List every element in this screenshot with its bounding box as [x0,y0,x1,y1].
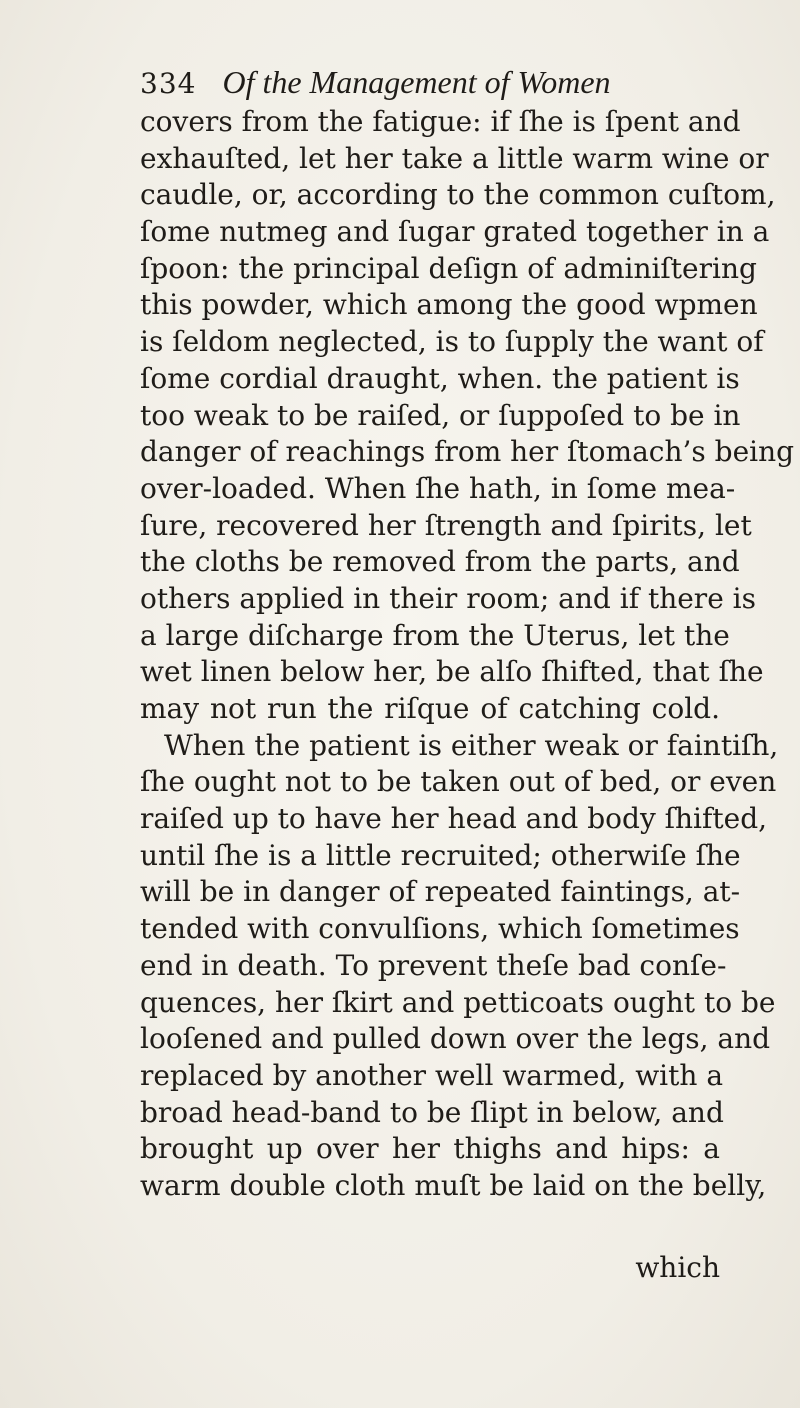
body-text [140,104,795,1205]
text-line: brought up over her thighs and hips: a [140,1132,720,1166]
text-line: others applied in their room; and if there is [140,581,756,615]
text-line: end in death. To prevent theſe bad conſe- [140,948,727,982]
text-line: looſened and pulled down over the legs, and [140,1022,771,1056]
text-line: a large diſcharge from the Uterus, let the [140,618,730,652]
text-line: ſome nutmeg and ſugar grated together in a [140,215,770,249]
text-line: quences, her ſkirt and petticoats ought to be [140,985,776,1019]
catchword: which [635,1251,720,1284]
text-line: is ſeldom neglected, is to ſupply the want of [140,325,764,359]
text-line: too weak to be raiſed, or ſuppoſed to be in [140,398,741,432]
text-line: wet linen below her, be alſo ſhifted, that ſhe [140,655,764,689]
text-line: caudle, or, according to the common cuſtom, [140,178,776,212]
text-line: ſpoon: the principal deſign of adminiſtering [140,251,757,285]
text-line: over-loaded. When ſhe hath, in ſome mea- [140,471,736,505]
page-header [140,62,700,102]
text-line: When the patient is either weak or faintiſh, [164,728,779,762]
text-line: until ſhe is a little recruited; otherwiſe ſhe [140,838,741,872]
text-line: will be in danger of repeated faintings, at- [140,875,741,909]
text-line: raiſed up to have her head and body ſhifted, [140,802,768,836]
page-number: 334 [140,67,197,100]
text-line: ſure, recovered her ſtrength and ſpirits, let [140,508,752,542]
text-line: ſome cordial draught, when. the patient is [140,361,740,395]
text-line: the cloths be removed from the parts, and [140,545,740,579]
text-line: exhauſted, let her take a little warm wine or [140,141,769,175]
text-line: tended with convulſions, which ſometimes [140,912,740,946]
text-line: this powder, which among the good wpmen [140,288,758,322]
text-line: ſhe ought not to be taken out of bed, or even [140,765,777,799]
text-line: replaced by another well warmed, with a [140,1058,724,1092]
text-line: may not run the riſque of catching cold. [140,692,720,725]
text-line: broad head-band to be ſlipt in below, and [140,1095,724,1129]
text-line: warm double cloth muſt be laid on the belly, [140,1168,767,1202]
running-title: Of the Management of Women [222,64,611,100]
text-line: danger of reachings from her ſtomach’s being [140,435,795,469]
text-line: covers from the fatigue: if ſhe is ſpent and [140,105,741,138]
